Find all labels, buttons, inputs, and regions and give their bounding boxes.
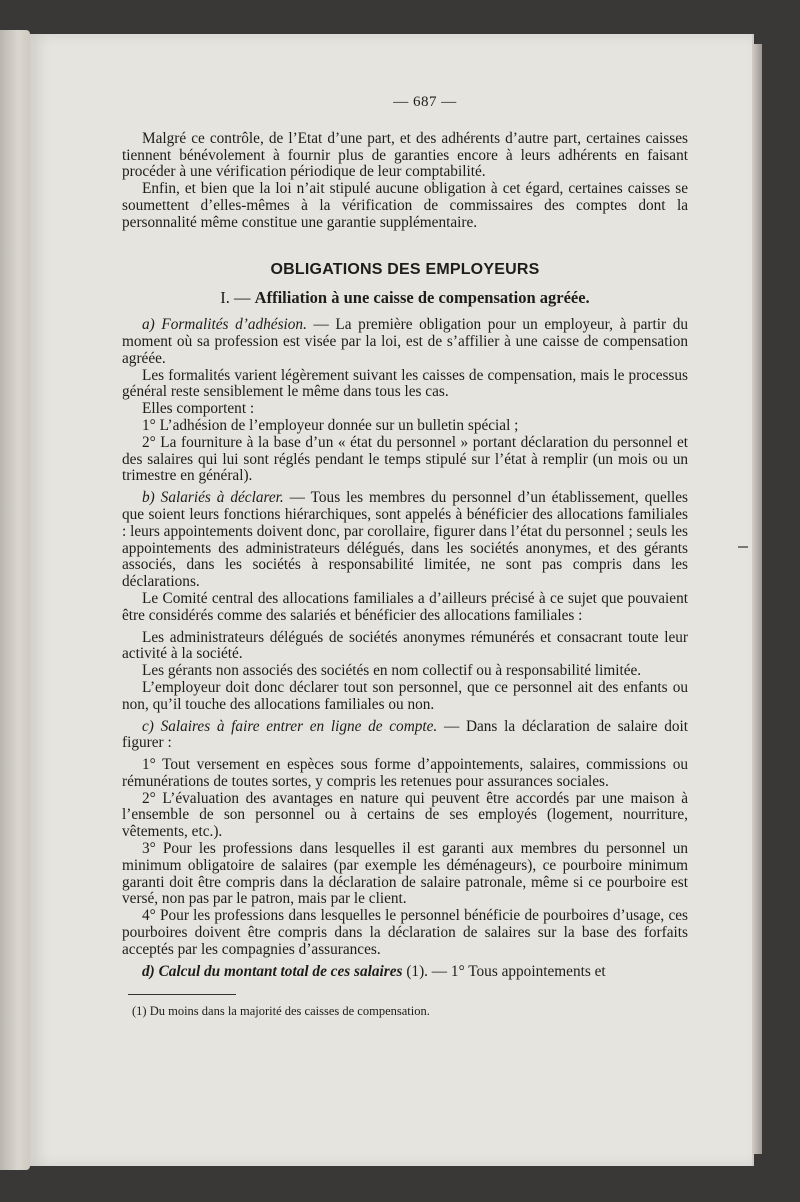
part-b-paragraph-5: L’employeur doit donc déclarer tout son personnel, que ce personnel ait des enfants ou non, qu’il touche des allocations familiales ou non. [122, 678, 688, 713]
part-c-item-2: 2° L’évaluation des avantages en nature qui peuvent être accordés par une maison à l’ensemble de son personnel ou à certains de ses employés (logement, nourriture, vêtements, etc.). [122, 789, 688, 841]
part-a-paragraph-2: Les formalités varient légèrement suivant les caisses de compensation, mais le processus général reste sensiblement le même dans tous les cas. [122, 366, 688, 401]
page-content [122, 94, 688, 1020]
part-a-label: a) Formalités d’adhésion. [142, 316, 307, 334]
intro-paragraph-1: Malgré ce contrôle, de l’Etat d’une part, et des adhérents d’autre part, certaines caisses tiennent bénévolement à fournir plus de garanties encore à leurs adhérents en faisant procéder à une vérification périodique de leur comptabilité. [122, 129, 688, 181]
part-c-item-3: 3° Pour les professions dans lesquelles il est garanti aux membres du personnel un minimum obligatoire de salaires (par exemple les déménageurs), ce pourboire minimum garanti doit être compris dans la déclaration de salaire patronale, même si ce pourboire est versé, non pas par le patron, mais par le client. [122, 840, 688, 908]
subsection-heading [122, 290, 688, 307]
subsection-title: Affiliation à une caisse de compensation agréée. [254, 288, 590, 308]
footnote-divider [128, 994, 236, 995]
part-d-text: (1). — 1° Tous appointements et [402, 962, 606, 980]
part-b-paragraph [122, 490, 688, 591]
footnote: (1) Du moins dans la majorité des caisses de compensation. [132, 1004, 430, 1019]
margin-mark [738, 546, 748, 548]
subsection-number: I. — [220, 288, 251, 308]
part-a-item-2: 2° La fourniture à la base d’un « état du personnel » portant déclaration du personnel et des salaires qui lui sont réglés pendant le temps stipulé sur l’état à remplir (un mois ou un trimestre en général). [122, 433, 688, 485]
book-page [30, 34, 752, 1166]
part-c-paragraph [122, 719, 688, 753]
intro-paragraph-2: Enfin, et bien que la loi n’ait stipulé aucune obligation à cet égard, certaines caisses se soumettent d’elles-mêmes à la vérification de commissaires des comptes dont la personnalité même constitue une garantie supplémentaire. [122, 180, 688, 231]
part-b-paragraph-4: Les gérants non associés des sociétés en nom collectif ou à responsabilité limitée. [142, 662, 642, 680]
page-number: — 687 — [393, 94, 457, 110]
part-b-text: — Tous les membres du personnel d’un établissement, quelles que soient leurs fonctions hiérarchiques, sont appelés à bénéficier des allocations familiales : leurs appointements doivent donc, par corollaire, figurer dans l’état du personnel ; seuls les appointements des administrateurs délégués, dans les sociétés anonymes, et des gérants associés, dans les sociétés à responsabilité limitée, ne sont pas compris dans les déclarations. [122, 489, 688, 591]
part-a-item-1: 1° L’adhésion de l’employeur donnée sur un bulletin spécial ; [142, 416, 519, 434]
part-b-paragraph-3: Les administrateurs délégués de sociétés anonymes rémunérés et consacrant toute leur activité à la société. [122, 628, 688, 663]
part-c-label: c) Salaires à faire entrer en ligne de compte. [142, 717, 438, 735]
left-page-edge [0, 30, 30, 1170]
part-b-paragraph-2: Le Comité central des allocations familiales a d’ailleurs précisé à ce sujet que pouvaient être considérés comme des salariés et bénéficier des allocations familiales : [122, 589, 688, 624]
part-a-text: — La première obligation pour un employeur, à partir du moment où sa profession est visée par la loi, est de s’affilier à une caisse de compensation agréée. [122, 316, 689, 367]
part-c-text: — Dans la déclaration de salaire doit figurer : [122, 717, 688, 752]
right-page-edge [752, 44, 762, 1154]
part-c-item-1: 1° Tout versement en espèces sous forme d’appointements, salaires, commissions ou rémunérations de toutes sortes, y compris les retenues pour assurances sociales. [122, 756, 688, 790]
part-a-paragraph-3: Elles comportent : [142, 400, 255, 418]
part-b-label: b) Salariés à déclarer. [142, 489, 284, 507]
section-title: OBLIGATIONS DES EMPLOYEURS [270, 260, 540, 278]
part-d-label: d) Calcul du montant total de ces salaires [142, 962, 403, 980]
part-c-item-4: 4° Pour les professions dans lesquelles le personnel bénéficie de pourboires d’usage, ces pourboires doivent être compris dans la déclaration de salaires sur la base des forfaits acceptés par les compagnies d’assurances. [122, 907, 688, 958]
part-a-paragraph [122, 317, 688, 367]
part-d-paragraph [122, 964, 688, 981]
